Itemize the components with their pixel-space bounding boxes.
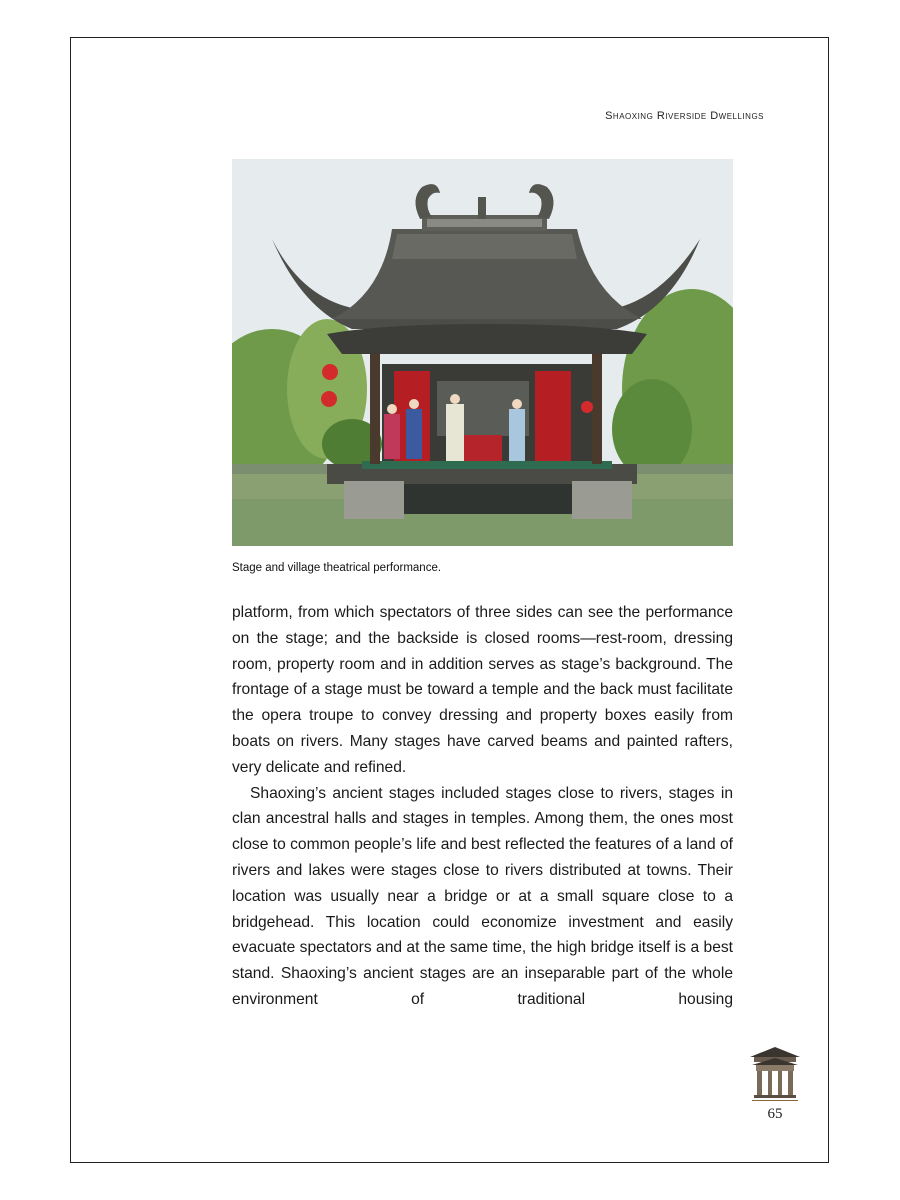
memorial-archway-icon — [748, 1043, 802, 1099]
running-head: Shaoxing Riverside Dwellings — [605, 110, 764, 122]
folio-rule — [752, 1100, 798, 1101]
body-text — [232, 600, 733, 1013]
stage-photo — [232, 159, 733, 546]
body-paragraph: Shaoxing’s ancient stages included stages close to rivers, stages in clan ancestral halls and stages in temples. Among them, the ones most close to common people’s life and best reflected the features of a land of rivers and lakes were stages close to rivers distributed at towns. Their location was usually near a bridge or at a small square close to a bridgehead. This location could economize investment and easily evacuate spectators and at the same time, the high bridge itself is a best stand. Shaoxing’s ancient stages are an inseparable part of the whole environment of traditional housing — [232, 784, 733, 1008]
body-paragraph: platform, from which spectators of three sides can see the performance on the stage; and the backside is closed rooms—rest-room, dressing room, property room and in addition serves as stage’s background. The frontage of a stage must be toward a temple and the back must facilitate the opera troupe to convey dressing and property boxes easily from boats on rivers. Many stages have carved beams and painted rafters, very delicate and refined. — [232, 604, 733, 776]
page-number: 65 — [767, 1106, 783, 1122]
figure-caption: Stage and village theatrical performance. — [232, 562, 442, 574]
